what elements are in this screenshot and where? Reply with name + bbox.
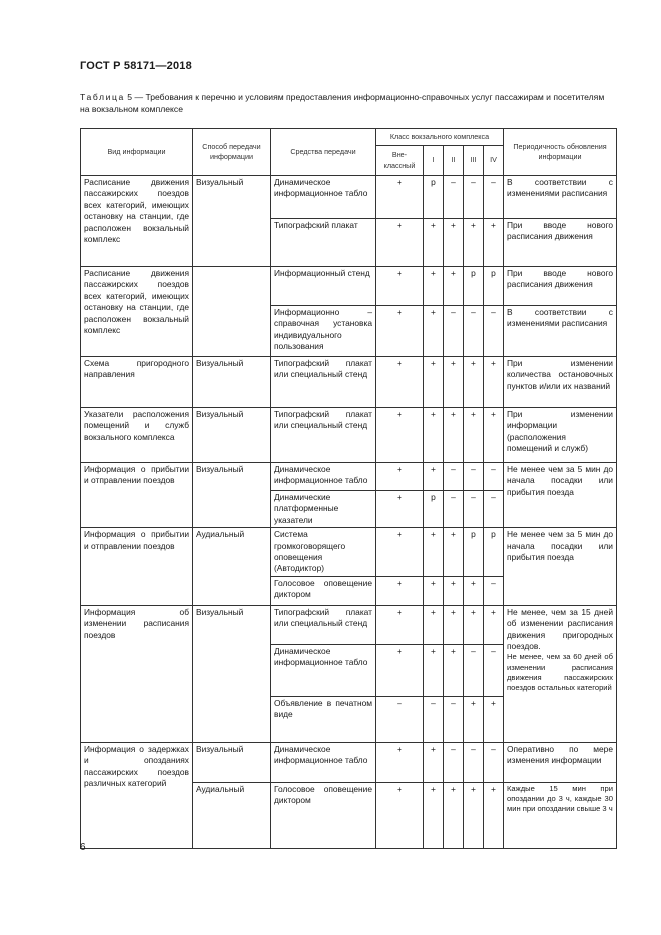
class-cell: – bbox=[484, 576, 504, 605]
class-cell: + bbox=[424, 463, 444, 491]
class-cell: – bbox=[464, 306, 484, 357]
class-cell: р bbox=[424, 176, 444, 219]
class-cell: + bbox=[464, 696, 484, 742]
table-row bbox=[81, 267, 617, 306]
periodicity-cell: При вводе нового расписания движения bbox=[504, 219, 617, 267]
means-cell: Голосовое оповещение диктором bbox=[271, 782, 376, 848]
periodicity-cell: В соответствии с изменениями расписания bbox=[504, 176, 617, 219]
header-class-4: IV bbox=[484, 146, 504, 176]
class-cell: + bbox=[444, 782, 464, 848]
class-cell: + bbox=[444, 644, 464, 696]
class-cell: – bbox=[464, 176, 484, 219]
class-cell: – bbox=[484, 463, 504, 491]
class-cell: – bbox=[444, 742, 464, 782]
class-cell: – bbox=[484, 644, 504, 696]
class-cell: – bbox=[464, 644, 484, 696]
class-cell: – bbox=[376, 696, 424, 742]
periodicity-cell: Каждые 15 мин при опоздании до 3 ч, каждые 30 мин при опоздании свыше 3 ч bbox=[504, 782, 617, 848]
info-type-cell: Расписание движения пассажирских поездов всех категорий, имеющих остановку на станции, где расположен вокзальный комплекс bbox=[81, 267, 193, 357]
table-caption bbox=[80, 92, 616, 115]
class-cell: – bbox=[424, 696, 444, 742]
info-type-cell: Информация о прибытии и отправлении поездов bbox=[81, 463, 193, 528]
class-cell: + bbox=[376, 463, 424, 491]
class-cell: + bbox=[424, 576, 444, 605]
info-type-cell: Схема пригородного направления bbox=[81, 357, 193, 408]
means-cell: Голосовое оповещение диктором bbox=[271, 576, 376, 605]
class-cell: + bbox=[464, 576, 484, 605]
class-cell: + bbox=[444, 528, 464, 577]
means-cell: Типографский плакат bbox=[271, 219, 376, 267]
class-cell: + bbox=[444, 219, 464, 267]
class-cell: + bbox=[424, 306, 444, 357]
header-method: Способ передачи информации bbox=[193, 129, 271, 176]
class-cell: – bbox=[464, 742, 484, 782]
periodicity-cell: В соответствии с изменениями расписания bbox=[504, 306, 617, 357]
periodicity-cell: Не менее чем за 5 мин до начала посадки или прибытия поезда bbox=[504, 463, 617, 528]
means-cell: Динамическое информационное табло bbox=[271, 644, 376, 696]
class-cell: – bbox=[444, 176, 464, 219]
method-cell: Аудиальный bbox=[193, 528, 271, 606]
method-cell: Визуальный bbox=[193, 408, 271, 463]
class-cell: + bbox=[424, 782, 444, 848]
class-cell: + bbox=[376, 267, 424, 306]
class-cell: – bbox=[484, 176, 504, 219]
class-cell: + bbox=[464, 357, 484, 408]
class-cell: + bbox=[484, 219, 504, 267]
requirements-table bbox=[80, 128, 617, 849]
class-cell: + bbox=[424, 528, 444, 577]
means-cell: Информационный стенд bbox=[271, 267, 376, 306]
class-cell: + bbox=[484, 408, 504, 463]
class-cell: – bbox=[444, 306, 464, 357]
method-cell bbox=[193, 267, 271, 357]
class-cell: – bbox=[444, 696, 464, 742]
means-cell: Информационно – справочная установка индивидуального пользования bbox=[271, 306, 376, 357]
class-cell: + bbox=[444, 357, 464, 408]
class-cell: р bbox=[464, 267, 484, 306]
class-cell: + bbox=[424, 644, 444, 696]
means-cell: Типографский плакат или специальный стенд bbox=[271, 605, 376, 644]
caption-label: Таблица bbox=[80, 92, 125, 102]
periodicity-cell bbox=[504, 605, 617, 742]
class-cell: – bbox=[464, 463, 484, 491]
table-row bbox=[81, 605, 617, 644]
class-cell: + bbox=[376, 576, 424, 605]
method-cell: Визуальный bbox=[193, 742, 271, 782]
page-number: 6 bbox=[80, 842, 86, 853]
info-type-cell: Информация об изменении расписания поездов bbox=[81, 605, 193, 742]
class-cell: + bbox=[376, 219, 424, 267]
method-cell: Визуальный bbox=[193, 176, 271, 267]
table-row bbox=[81, 408, 617, 463]
class-cell: р bbox=[484, 528, 504, 577]
document-header: ГОСТ Р 58171—2018 bbox=[80, 60, 192, 72]
class-cell: + bbox=[464, 219, 484, 267]
info-type-cell: Информация о задержках и опозданиях пассажирских поездов различных категорий bbox=[81, 742, 193, 848]
class-cell: – bbox=[444, 463, 464, 491]
header-class-3: III bbox=[464, 146, 484, 176]
table-row bbox=[81, 742, 617, 782]
class-cell: + bbox=[376, 742, 424, 782]
header-class-2: II bbox=[444, 146, 464, 176]
info-type-cell: Информация о прибытии и отправлении поездов bbox=[81, 528, 193, 606]
class-cell: + bbox=[444, 576, 464, 605]
table-row bbox=[81, 176, 617, 219]
class-cell: – bbox=[484, 742, 504, 782]
table-row bbox=[81, 357, 617, 408]
class-cell: + bbox=[376, 176, 424, 219]
means-cell: Динамическое информационное табло bbox=[271, 463, 376, 491]
class-cell: р bbox=[464, 528, 484, 577]
class-cell: – bbox=[484, 491, 504, 528]
class-cell: + bbox=[424, 267, 444, 306]
periodicity-cell: При вводе нового расписания движения bbox=[504, 267, 617, 306]
means-cell: Объявление в печатном виде bbox=[271, 696, 376, 742]
class-cell: – bbox=[444, 491, 464, 528]
means-cell: Динамическое информационное табло bbox=[271, 176, 376, 219]
class-cell: + bbox=[424, 742, 444, 782]
class-cell: + bbox=[376, 528, 424, 577]
table-row bbox=[81, 528, 617, 577]
class-cell: + bbox=[424, 219, 444, 267]
class-cell: + bbox=[424, 605, 444, 644]
class-cell: + bbox=[464, 782, 484, 848]
periodicity-suburban: Не менее, чем за 15 дней об изменении расписания движения пригородных поездов. bbox=[507, 606, 613, 652]
header-class-group: Класс вокзального комплекса bbox=[376, 129, 504, 146]
class-cell: + bbox=[376, 408, 424, 463]
method-cell: Визуальный bbox=[193, 605, 271, 742]
periodicity-cell: При изменении информации (расположения помещений и служб) bbox=[504, 408, 617, 463]
class-cell: + bbox=[464, 408, 484, 463]
info-type-cell: Указатели расположения помещений и служб вокзального комплекса bbox=[81, 408, 193, 463]
caption-text: 5 — Требования к перечню и условиям предоставления информационно-справочных услуг пассажирам и посетителям на вокзальном комплексе bbox=[80, 92, 605, 114]
class-cell: + bbox=[376, 644, 424, 696]
class-cell: + bbox=[484, 605, 504, 644]
method-cell: Визуальный bbox=[193, 357, 271, 408]
periodicity-cell: Оперативно по мере изменения информации bbox=[504, 742, 617, 782]
class-cell: + bbox=[424, 357, 444, 408]
header-class-extra: Вне-классный bbox=[376, 146, 424, 176]
class-cell: + bbox=[464, 605, 484, 644]
means-cell: Система громкоговорящего оповещения (Автодиктор) bbox=[271, 528, 376, 577]
means-cell: Динамическое информационное табло bbox=[271, 742, 376, 782]
header-means: Средства передачи bbox=[271, 129, 376, 176]
info-type-cell: Расписание движения пассажирских поездов всех категорий, имеющих остановку на станции, где расположен вокзальный комплекс bbox=[81, 176, 193, 267]
method-cell: Аудиальный bbox=[193, 782, 271, 848]
class-cell: + bbox=[484, 696, 504, 742]
header-periodicity: Периодичность обновления информации bbox=[504, 129, 617, 176]
class-cell: + bbox=[424, 408, 444, 463]
class-cell: + bbox=[444, 267, 464, 306]
class-cell: – bbox=[464, 491, 484, 528]
header-class-1: I bbox=[424, 146, 444, 176]
class-cell: + bbox=[376, 605, 424, 644]
method-cell: Визуальный bbox=[193, 463, 271, 528]
periodicity-cell: Не менее чем за 5 мин до начала посадки или прибытия поезда bbox=[504, 528, 617, 606]
class-cell: + bbox=[484, 782, 504, 848]
class-cell: + bbox=[484, 357, 504, 408]
periodicity-long-distance: Не менее, чем за 60 дней об изменении расписания движения пассажирских поездов остальных категорий bbox=[507, 652, 613, 693]
class-cell: + bbox=[376, 357, 424, 408]
class-cell: р bbox=[484, 267, 504, 306]
class-cell: + bbox=[444, 408, 464, 463]
means-cell: Типографский плакат или специальный стенд bbox=[271, 408, 376, 463]
means-cell: Динамические платформенные указатели bbox=[271, 491, 376, 528]
table-row bbox=[81, 463, 617, 491]
class-cell: + bbox=[376, 306, 424, 357]
periodicity-cell: При изменении количества остановочных пунктов и/или их названий bbox=[504, 357, 617, 408]
class-cell: р bbox=[424, 491, 444, 528]
header-info-type: Вид информации bbox=[81, 129, 193, 176]
class-cell: + bbox=[376, 782, 424, 848]
class-cell: + bbox=[376, 491, 424, 528]
class-cell: – bbox=[484, 306, 504, 357]
class-cell: + bbox=[444, 605, 464, 644]
means-cell: Типографский плакат или специальный стенд bbox=[271, 357, 376, 408]
